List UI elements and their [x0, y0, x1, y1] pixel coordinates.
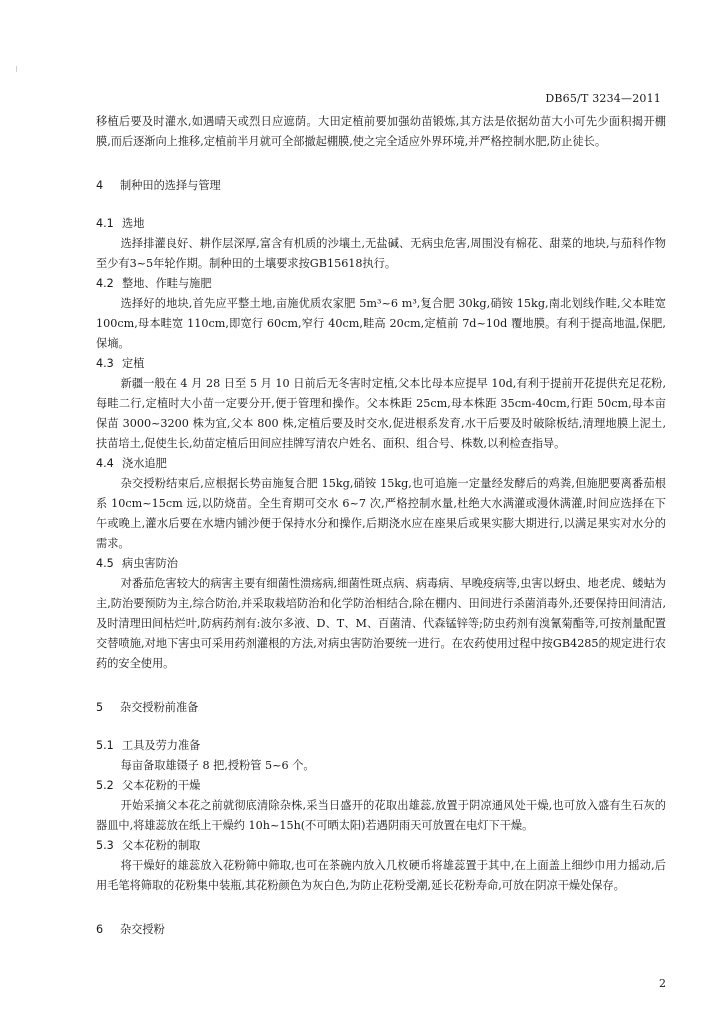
subsection-title: 整地、作畦与施肥	[122, 277, 212, 290]
subsection-5-1-text: 每亩备取雄镊子 8 把,授粉管 5~6 个。	[120, 759, 315, 772]
page-number: 2	[659, 977, 666, 990]
section-6-heading	[96, 920, 666, 940]
subsection-number: 5.3	[96, 839, 114, 852]
subsection-4-5-text: 对番茄危害较大的病害主要有细菌性溃疡病,细菌性斑点病、病毒病、早晚疫病等,虫害以蚜虫、地老虎、蝼蛄为主,防治要预防为主,综合防治,并采取栽培防治和化学防治相结合,除在棚内、田间进行杀菌消毒外,还要保持田间清洁,及时清理田间枯烂叶,防病药剂有:波尔多液、D、T、M、百菌清、代森锰锌等;防虫药剂有溴氰菊酯等,可按剂量配置交替喷施,对地下害虫可采用药剂灌根的方法,对病虫害防治要统一进行。在农药使用过程中按GB4285的规定进行农药的安全使用。	[96, 577, 666, 670]
section-title: 杂交授粉	[120, 923, 165, 936]
subsection-number: 5.1	[96, 739, 114, 752]
subsection-4-3-heading	[96, 354, 666, 374]
subsection-4-1-text: 选择排灌良好、耕作层深厚,富含有机质的沙壤土,无盐碱、无病虫危害,周围没有棉花、甜菜的地块,与茄科作物至少有3~5年轮作期。制种田的土壤要求按GB15618执行。	[96, 237, 666, 270]
scan-edge-mark	[16, 66, 17, 72]
subsection-5-1-heading	[96, 736, 666, 756]
subsection-title: 工具及劳力准备	[122, 739, 201, 752]
subsection-title: 病虫害防治	[122, 557, 178, 570]
subsection-title: 浇水追肥	[122, 457, 167, 470]
subsection-4-4-text: 杂交授粉结束后,应根据长势亩施复合肥 15kg,硝铵 15kg,也可追施一定量经发酵后的鸡粪,但施肥要离番茄根系 10cm~15cm 远,以防烧苗。全生育期可交水 6~7 次,严格控制水量,杜绝大水满灌或漫休满灌,时间应选择在下午或晚上,灌水后要在水塘内铺沙便于保持水分和操作,后期浇水应在座果后或果实膨大期进行,以满足果实对水分的需求。	[96, 477, 666, 550]
subsection-title: 父本花粉的制取	[122, 839, 201, 852]
subsection-5-3-text: 将干燥好的雄蕊放入花粉筛中筛取,也可在茶碗内放入几枚硬币将雄蕊置于其中,在上面盖上细纱巾用力摇动,后用毛笔将筛取的花粉集中装瓶,其花粉颜色为灰白色,为防止花粉受潮,延长花粉寿命,可放在阴凉干燥处保存。	[96, 859, 666, 892]
subsection-number: 5.2	[96, 779, 114, 792]
section-number: 6	[96, 923, 104, 936]
subsection-4-2-text: 选择好的地块,首先应平整土地,亩施优质农家肥 5m³~6 m³,复合肥 30kg,硝铵 15kg,南北划线作畦,父本畦宽 100cm,母本畦宽 110cm,即宽行 60cm,窄行 40cm,畦高 20cm,定植前 7d~10d 覆地膜。有利于提高地温,保肥,保墒。	[96, 297, 666, 350]
subsection-title: 定植	[122, 357, 145, 370]
subsection-number: 4.5	[96, 557, 114, 570]
subsection-number: 4.3	[96, 357, 114, 370]
subsection-5-2-text: 开始采摘父本花之前就彻底清除杂株,采当日盛开的花取出雄蕊,放置于阴凉通风处干燥,也可放入盛有生石灰的器皿中,将雄蕊放在纸上干燥约 10h~15h(不可晒太阳)若遇阴雨天可放置在电灯下干燥。	[96, 799, 666, 832]
standard-code: DB65/T 3234—2011	[545, 92, 661, 105]
section-number: 4	[96, 179, 104, 192]
subsection-title: 选地	[122, 217, 145, 230]
subsection-5-3-heading	[96, 836, 666, 856]
section-number: 5	[96, 701, 104, 714]
subsection-number: 4.4	[96, 457, 114, 470]
subsection-5-2-heading	[96, 776, 666, 796]
section-5-heading	[96, 698, 666, 718]
subsection-number: 4.1	[96, 217, 114, 230]
page-content	[96, 112, 666, 940]
subsection-4-1-heading	[96, 214, 666, 234]
subsection-4-2-heading	[96, 274, 666, 294]
subsection-number: 4.2	[96, 277, 114, 290]
subsection-4-5-heading	[96, 554, 666, 574]
section-title: 制种田的选择与管理	[120, 179, 221, 192]
intro-paragraph: 移植后要及时灌水,如遇晴天或烈日应遮荫。大田定植前要加强幼苗锻炼,其方法是依据幼苗大小可先少面积揭开棚膜,而后逐渐向上推移,定植前半月就可全部撤起棚膜,使之完全适应外界环境,并严格控制水肥,防止徒长。	[96, 115, 666, 148]
subsection-title: 父本花粉的干燥	[122, 779, 201, 792]
section-4-heading	[96, 176, 666, 196]
subsection-4-3-text: 新疆一般在 4 月 28 日至 5 月 10 日前后无冬害时定植,父本比母本应提早 10d,有利于提前开花提供充足花粉,每畦二行,定植时大小苗一定要分开,便于管理和操作。父本株距 25cm,母本株距 35cm-40cm,行距 50cm,母本亩保苗 3000~3200 株为宜,父本 800 株,定植后要及时交水,促进根系发育,水干后要及时破除板结,清理地膜上泥土,扶苗培土,促使生长,幼苗定植后田间应挂牌写清农户姓名、面积、组合号、株数,以利检查指导。	[96, 377, 666, 450]
section-title: 杂交授粉前准备	[120, 701, 199, 714]
subsection-4-4-heading	[96, 454, 666, 474]
